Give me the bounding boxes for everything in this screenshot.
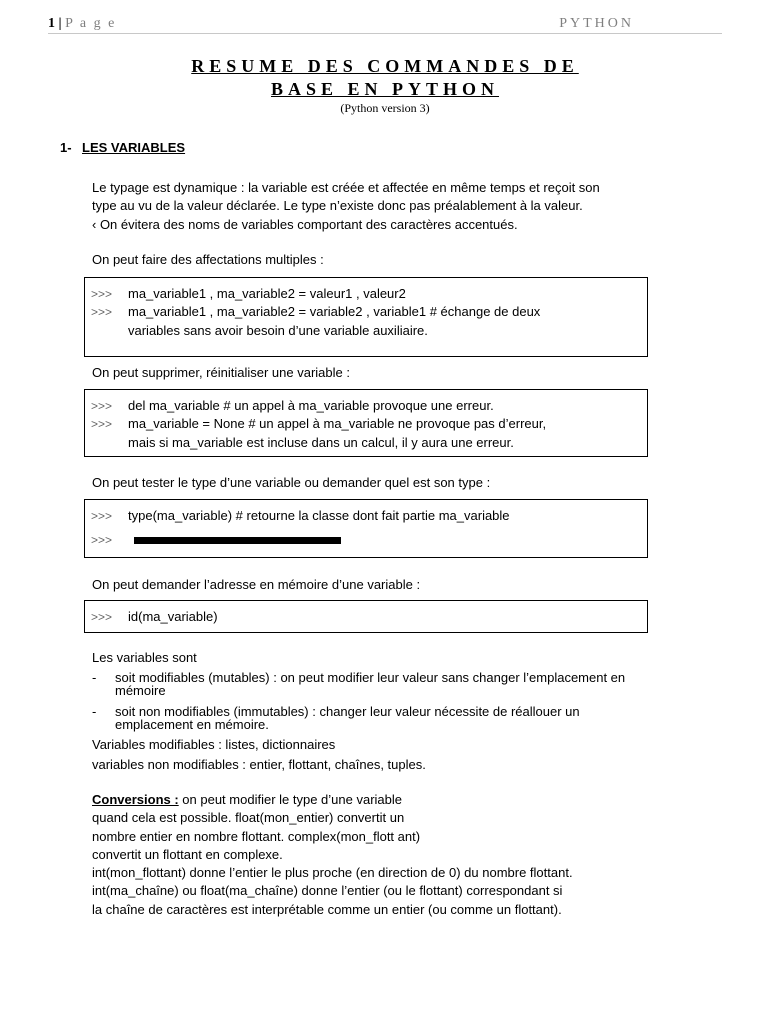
code-line (91, 304, 540, 319)
code-line (91, 286, 406, 301)
prompt: >>> (91, 533, 113, 547)
title-line-2 (150, 78, 620, 100)
prompt: >>> (91, 287, 113, 301)
bullet-text: soit non modifiables (immutables) : changer leur valeur nécessite de réallouer un (115, 704, 580, 719)
page-header (48, 14, 722, 34)
code-continuation: variables sans avoir besoin d’une variable auxiliaire. (128, 323, 428, 338)
address-label: On peut demander l’adresse en mémoire d’une variable : (92, 577, 421, 592)
title-line-2-text: BASE EN PYTHON (270, 79, 500, 99)
prompt: >>> (91, 399, 113, 413)
conversions-line-7: la chaîne de caractères est interprétable comme un entier (ou comme un flottant). (92, 902, 562, 917)
intro-line-2: type au vu de la valeur déclarée. Le type n’existe donc pas préalablement à la valeur. (92, 198, 583, 213)
code-box-delete (84, 389, 648, 457)
page-number-label (48, 16, 116, 32)
title-line-1 (150, 55, 620, 77)
multi-label: On peut faire des affectations multiples : (92, 252, 324, 267)
code-line (91, 416, 546, 431)
code-box-multi (84, 277, 648, 357)
code-continuation: mais si ma_variable est incluse dans un calcul, il y aura une erreur. (128, 435, 514, 450)
conversions-line-6: int(ma_chaîne) ou float(ma_chaîne) donne l’entier (ou le flottant) correspondant si (92, 883, 563, 898)
code-text: ma_variable = None # un appel à ma_variable ne provoque pas d’erreur, (128, 416, 547, 431)
page-word: P a g e (65, 16, 117, 31)
bullet-text: soit modifiables (mutables) : on peut modifier leur valeur sans changer l’emplacement en (115, 670, 626, 685)
page-separator: | (58, 16, 62, 31)
bullet-text: emplacement en mémoire. (115, 717, 269, 732)
delete-label: On peut supprimer, réinitialiser une variable : (92, 365, 350, 380)
subtitle: (Python version 3) (340, 101, 430, 115)
intro-line-1: Le typage est dynamique : la variable est créée et affectée en même temps et reçoit son (92, 180, 600, 195)
section-number: 1- (60, 140, 72, 155)
conversions-text: on peut modifier le type d’une variable (178, 792, 402, 807)
code-text: del ma_variable # un appel à ma_variable provoque une erreur. (128, 398, 494, 413)
code-text: type(ma_variable) # retourne la classe dont fait partie ma_variable (128, 508, 510, 523)
code-line (91, 398, 494, 413)
conversions-line-4: convertit un flottant en complexe. (92, 847, 283, 862)
kinds-label: Les variables sont (92, 650, 197, 665)
nonmodifiable-text: variables non modifiables : entier, flottant, chaînes, tuples. (92, 757, 426, 772)
prompt: >>> (91, 509, 113, 523)
code-box-address (84, 600, 648, 633)
conversions-line-3: nombre entier en nombre flottant. complex(mon_flott ant) (92, 829, 421, 844)
redaction-bar (134, 537, 341, 544)
modifiable-text: Variables modifiables : listes, dictionnaires (92, 737, 336, 752)
typecheck-label: On peut tester le type d’une variable ou demander quel est son type : (92, 475, 491, 490)
prompt: >>> (91, 305, 113, 319)
code-box-type (84, 499, 648, 558)
bullet-text: mémoire (115, 683, 166, 698)
code-line (91, 508, 510, 523)
prompt: >>> (91, 417, 113, 431)
page-number: 1 (48, 16, 55, 31)
title-line-1-text: RESUME DES COMMANDES DE (191, 56, 579, 76)
prompt: >>> (91, 610, 113, 624)
code-line (91, 532, 341, 547)
conversions-line-2: quand cela est possible. float(mon_entier) convertit un (92, 810, 405, 825)
bullet-dash: - (92, 670, 97, 685)
intro-note: ‹ On évitera des noms de variables comportant des caractères accentués. (92, 217, 518, 232)
code-text: ma_variable1 , ma_variable2 = variable2 , variable1 # échange de deux (128, 304, 541, 319)
section-label: LES VARIABLES (82, 140, 186, 155)
conversions-line-5: int(mon_flottant) donne l’entier le plus proche (en direction de 0) du nombre flottant. (92, 865, 573, 880)
code-text: id(ma_variable) (128, 609, 218, 624)
code-text: ma_variable1 , ma_variable2 = valeur1 , valeur2 (128, 286, 406, 301)
conversions-label: Conversions : (92, 792, 179, 807)
section-heading (60, 140, 185, 155)
header-right-text: PYTHON (559, 16, 634, 31)
conversions-line-1 (92, 791, 402, 809)
bullet-dash: - (92, 704, 97, 719)
code-line (91, 609, 218, 624)
